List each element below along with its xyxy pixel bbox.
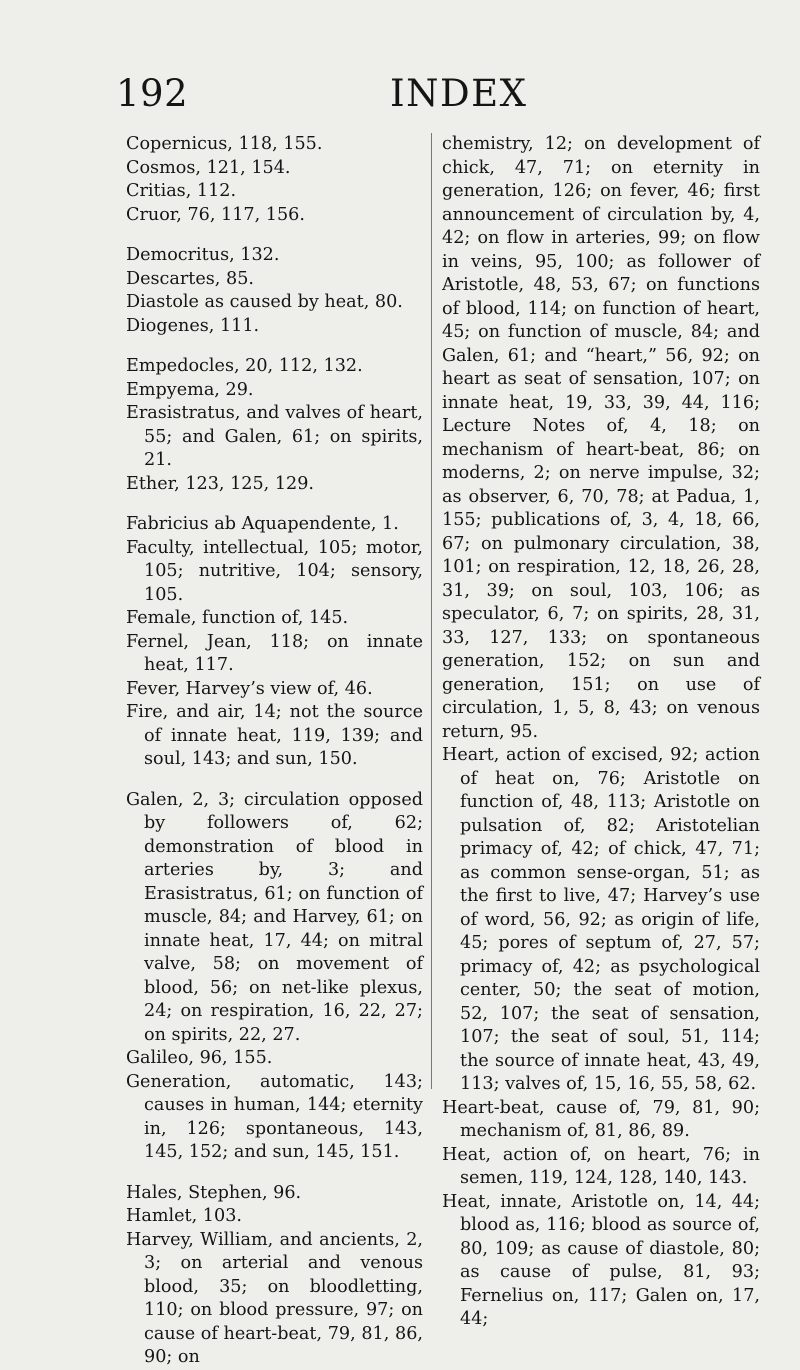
index-group bbox=[126, 789, 423, 1165]
index-entry: Democritus, 132. bbox=[126, 245, 280, 265]
page-number: 192 bbox=[116, 72, 189, 115]
index-entry: Fire, and air, 14; not the source of innate heat, 119, 139; and soul, 143; and sun, 150. bbox=[126, 702, 423, 769]
index-entry: Heat, action of, on heart, 76; in semen, 119, 124, 128, 140, 143. bbox=[442, 1144, 760, 1188]
index-entry: Diastole as caused by heat, 80. bbox=[126, 292, 403, 312]
index-entry: Female, function of, 145. bbox=[126, 608, 349, 628]
index-group bbox=[126, 513, 423, 772]
index-entry: Cruor, 76, 117, 156. bbox=[126, 204, 305, 225]
index-group bbox=[126, 133, 423, 227]
index-entry: Diogenes, 111. bbox=[126, 315, 260, 336]
index-entry: Faculty, intellectual, 105; motor, 105; nutritive, 104; sensory, 105. bbox=[126, 537, 423, 605]
page-header bbox=[0, 72, 800, 122]
index-group bbox=[126, 1182, 423, 1370]
running-head: INDEX bbox=[390, 72, 528, 115]
index-entry: Heat, innate, Aristotle on, 14, 44; blood as, 116; blood as source of, 80, 109; as cause of diastole, 80; as cause of pulse, 81, 93; Fernelius on, 117; Galen on, 17, 44; bbox=[442, 1191, 760, 1329]
group-gap bbox=[126, 338, 423, 355]
group-gap bbox=[126, 496, 423, 513]
index-entry: Hales, Stephen, 96. bbox=[126, 1182, 302, 1203]
index-entry-continuation: chemistry, 12; on development of chick, 47, 71; on eternity in generation, 126; on fever, 46; first announcement of circulation by, 4, 42; on flow in arteries, 99; on flow in veins, 95, 100; as follower of Aristotle, 48, 53, 67; on functions of blood, 114; on function of heart, 45; on function of muscle, 84; and Galen, 61; and “heart,” 56, 92; on heart as seat of sensation, 107; on innate heat, 19, 33, 39, 44, 116; Lecture Notes of, 4, 18; on mechanism of heart-beat, 86; on moderns, 2; on nerve impulse, 32; as observer, 6, 70, 78; at Padua, 1, 155; publications of, 3, 4, 18, 66, 67; on pulmonary circulation, 38, 101; on respiration, 12, 18, 26, 28, 31, 39; on soul, 103, 106; as speculator, 6, 7; on spirits, 28, 31, 33, 127, 133; on spontaneous generation, 152; on sun and generation, 151; on use of circulation, 1, 5, 8, 43; on venous return, 95. bbox=[442, 134, 760, 742]
index-column-left bbox=[126, 133, 423, 1370]
index-entry: Hamlet, 103. bbox=[126, 1206, 242, 1226]
index-entry: Heart, action of excised, 92; action of heat on, 76; Aristotle on function of, 48, 113; Aristotle on pulsation of, 82; Aristotelian primacy of, 42; of chick, 47, 71; as common sense-organ, 51; as the first to live, 47; Harvey’s use of word, 56, 92; as origin of life, 45; pores of septum of, 27, 57; primacy of, 42; as psychological center, 50; the seat of motion, 52, 107; the seat of sensation, 107; the seat of soul, 51, 114; the source of innate heat, 43, 49, 113; valves of, 15, 16, 55, 58, 62. bbox=[442, 745, 760, 1094]
index-entry: Harvey, William, and ancients, 2, 3; on arterial and venous blood, 35; on bloodletting, 110; on blood pressure, 97; on cause of heart-beat, 79, 81, 86, 90; on bbox=[126, 1229, 423, 1367]
column-divider bbox=[431, 133, 432, 1089]
group-gap bbox=[126, 1165, 423, 1182]
index-entry: Generation, automatic, 143; causes in human, 144; eternity in, 126; spontaneous, 143, 145, 152; and sun, 145, 151. bbox=[126, 1071, 423, 1162]
index-entry: Descartes, 85. bbox=[126, 268, 254, 289]
index-column-right bbox=[442, 133, 760, 1332]
group-gap bbox=[126, 227, 423, 244]
index-entry: Ether, 123, 125, 129. bbox=[126, 473, 315, 494]
index-entry: Galen, 2, 3; circulation opposed by followers of, 62; demonstration of blood in arteries by, 3; and Erasistratus, 61; on function of muscle, 84; and Harvey, 61; on innate heat, 17, 44; on mitral valve, 58; on movement of blood, 56; on net-like plexus, 24; on respiration, 16, 22, 27; on spirits, 22, 27. bbox=[126, 789, 423, 1045]
index-group bbox=[442, 133, 760, 1332]
index-entry: Fever, Harvey’s view of, 46. bbox=[126, 678, 373, 699]
index-entry: Fernel, Jean, 118; on innate heat, 117. bbox=[126, 631, 423, 675]
index-entry: Copernicus, 118, 155. bbox=[126, 134, 323, 154]
index-entry: Galileo, 96, 155. bbox=[126, 1048, 273, 1068]
index-entry: Erasistratus, and valves of heart, 55; and Galen, 61; on spirits, 21. bbox=[126, 403, 423, 470]
index-entry: Empedocles, 20, 112, 132. bbox=[126, 356, 363, 376]
index-entry: Critias, 112. bbox=[126, 181, 237, 201]
index-group bbox=[126, 355, 423, 496]
group-gap bbox=[126, 772, 423, 789]
index-entry: Heart-beat, cause of, 79, 81, 90; mechanism of, 81, 86, 89. bbox=[442, 1097, 760, 1141]
index-entry: Empyema, 29. bbox=[126, 379, 254, 400]
index-entry: Cosmos, 121, 154. bbox=[126, 157, 291, 178]
index-group bbox=[126, 244, 423, 338]
index-entry: Fabricius ab Aquapendente, 1. bbox=[126, 514, 399, 534]
